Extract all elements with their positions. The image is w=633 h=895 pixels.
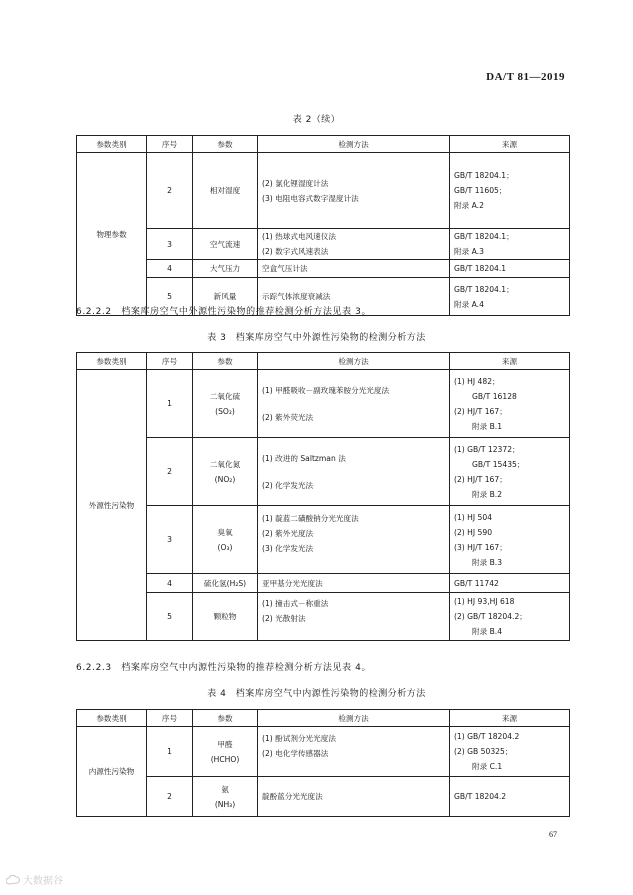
method-line: (1) 靛蓝二磺酸钠分光光度法 — [262, 514, 359, 523]
method-cell — [258, 438, 450, 506]
method-cell — [258, 506, 450, 574]
source-line: GB/T 18204.1； — [454, 171, 514, 180]
method-line: (1) 改进的 Saltzman 法 — [262, 453, 346, 463]
source-line: (3) HJ/T 167； — [454, 542, 507, 552]
param-formula: (SO₂) — [215, 406, 235, 416]
method-line: (3) 化学发光法 — [262, 544, 314, 553]
source-cell — [450, 260, 570, 278]
source-line: 附录 A.2 — [454, 201, 484, 210]
table4-caption: 表 4 档案库房空气中内源性污染物的检测分析方法 — [207, 689, 426, 699]
row-no: 5 — [147, 278, 193, 316]
source-cell — [450, 370, 570, 438]
param-name: 二氧化氮 — [209, 459, 241, 469]
row-no: 1 — [147, 370, 193, 438]
source-line: 附录 B.1 — [472, 421, 503, 431]
header-no: 序号 — [147, 136, 193, 153]
method-line: (1) 热球式电风速仪法 — [262, 232, 336, 241]
header-param: 参数 — [193, 136, 258, 153]
header-method: 检测方法 — [258, 353, 450, 370]
method-cell — [258, 727, 450, 777]
header-source: 来源 — [450, 710, 570, 727]
param-name: 颗粒物 — [213, 612, 237, 621]
param-name: 甲醛 — [217, 739, 233, 749]
table2 — [76, 135, 570, 316]
source-line: (2) GB 50325； — [454, 747, 513, 756]
method-line: (1) 撞击式－称重法 — [262, 598, 329, 608]
row-no: 3 — [147, 506, 193, 574]
table-row — [77, 438, 570, 506]
method-cell — [258, 153, 450, 229]
source-line: (1) GB/T 18204.2 — [454, 732, 520, 741]
table-row — [77, 370, 570, 438]
table2-caption: 表 2（续） — [292, 115, 341, 125]
header-no: 序号 — [147, 353, 193, 370]
param-cell — [193, 727, 258, 777]
param-formula: (NO₂) — [214, 474, 236, 484]
source-line: GB/T 18204.1； — [454, 232, 514, 241]
table-row — [77, 777, 570, 817]
watermark-text: 大数据谷 — [23, 876, 63, 887]
param-name: 硫化氢(H₂S) — [203, 578, 247, 588]
section-6-2-2-2: 6.2.2.2 档案库房空气中外源性污染物的推荐检测分析方法见表 3。 — [76, 307, 372, 317]
source-cell — [450, 777, 570, 817]
header-category: 参数类别 — [77, 136, 147, 153]
row-no: 3 — [147, 229, 193, 260]
method-line: (2) 化学发光法 — [262, 480, 314, 490]
method-line: (2) 光散射法 — [262, 613, 306, 623]
table-row — [77, 593, 570, 641]
source-cell — [450, 727, 570, 777]
header-category: 参数类别 — [77, 710, 147, 727]
row-no: 1 — [147, 727, 193, 777]
row-no: 4 — [147, 574, 193, 593]
param-formula: (NH₃) — [214, 799, 236, 809]
source-line: (2) HJ/T 167； — [454, 406, 507, 416]
method-line: (2) 氯化锂湿度计法 — [262, 178, 329, 188]
header-category: 参数类别 — [77, 353, 147, 370]
header-no: 序号 — [147, 710, 193, 727]
source-line: 附录 A.4 — [454, 299, 484, 309]
method-line: 示踪气体浓度衰减法 — [262, 292, 331, 301]
source-cell — [450, 438, 570, 506]
row-no: 2 — [147, 438, 193, 506]
header-source: 来源 — [450, 353, 570, 370]
param-cell — [193, 506, 258, 574]
source-line: 附录 B.3 — [472, 557, 503, 567]
method-cell — [258, 229, 450, 260]
header-method: 检测方法 — [258, 710, 450, 727]
param-cell — [193, 574, 258, 593]
method-line: 靛酚蓝分光光度法 — [262, 792, 323, 801]
method-line: (1) 甲醛吸收－副玫瑰苯胺分光光度法 — [262, 385, 390, 395]
param-formula: (HCHO) — [210, 754, 240, 764]
param-cell: 相对湿度 — [193, 153, 258, 229]
category-cell: 外源性污染物 — [77, 370, 147, 641]
table-row — [77, 506, 570, 574]
method-line: (1) 酚试剂分光光度法 — [262, 733, 336, 743]
source-line: GB/T 18204.1 — [454, 264, 507, 273]
source-line: 附录 A.3 — [454, 247, 484, 256]
table3-header-row — [77, 353, 570, 370]
row-no: 2 — [147, 777, 193, 817]
param-cell — [193, 370, 258, 438]
header-param: 参数 — [193, 710, 258, 727]
method-line: (3) 电阻电容式数字湿度计法 — [262, 193, 359, 203]
param-cell: 大气压力 — [193, 260, 258, 278]
param-cell — [193, 438, 258, 506]
source-cell — [450, 229, 570, 260]
method-cell — [258, 370, 450, 438]
param-cell: 空气流速 — [193, 229, 258, 260]
method-line: 亚甲基分光光度法 — [262, 578, 323, 588]
category-cell: 物理参数 — [77, 153, 147, 316]
header-param: 参数 — [193, 353, 258, 370]
table3-caption: 表 3 档案库房空气中外源性污染物的检测分析方法 — [207, 333, 426, 343]
method-cell — [258, 574, 450, 593]
param-name: 氨 — [221, 784, 229, 794]
param-cell — [193, 593, 258, 641]
standard-code: DA/T 81—2019 — [486, 71, 565, 83]
cloud-logo-icon — [6, 875, 20, 885]
method-cell — [258, 260, 450, 278]
source-line: 附录 B.2 — [472, 489, 503, 499]
table-row — [77, 574, 570, 593]
param-cell — [193, 777, 258, 817]
source-line: (1) HJ 93,HJ 618 — [454, 597, 515, 606]
source-line: 附录 C.1 — [472, 762, 503, 771]
source-line: GB/T 16128 — [472, 391, 517, 401]
method-line: (2) 紫外光度法 — [262, 529, 314, 538]
source-line: (2) HJ/T 167； — [454, 474, 507, 484]
table-row — [77, 260, 570, 278]
category-cell: 内源性污染物 — [77, 727, 147, 817]
row-no: 2 — [147, 153, 193, 229]
source-cell — [450, 278, 570, 316]
page-number: 67 — [549, 830, 557, 839]
source-line: GB/T 11605； — [454, 186, 507, 195]
table4-header-row — [77, 710, 570, 727]
param-name: 臭氧 — [217, 527, 233, 537]
method-line: (2) 数字式风速表法 — [262, 247, 329, 256]
source-line: (2) GB/T 18204.2； — [454, 612, 527, 621]
table2-header-row — [77, 136, 570, 153]
source-cell — [450, 574, 570, 593]
header-source: 来源 — [450, 136, 570, 153]
source-line: (1) HJ 482； — [454, 376, 500, 386]
source-cell — [450, 506, 570, 574]
header-method: 检测方法 — [258, 136, 450, 153]
source-line: GB/T 18204.1； — [454, 284, 514, 294]
table4 — [76, 709, 570, 817]
source-line: GB/T 15435； — [472, 459, 525, 469]
param-name: 二氧化硫 — [209, 391, 241, 401]
source-line: (1) HJ 504 — [454, 512, 493, 522]
method-line: 空盒气压计法 — [262, 264, 308, 273]
method-cell — [258, 777, 450, 817]
param-formula: (O₃) — [217, 542, 233, 552]
row-no: 5 — [147, 593, 193, 641]
source-cell — [450, 153, 570, 229]
row-no: 4 — [147, 260, 193, 278]
source-line: 附录 B.4 — [472, 627, 503, 636]
method-cell — [258, 593, 450, 641]
method-line: (2) 电化学传感器法 — [262, 748, 329, 758]
source-line: (1) GB/T 12372； — [454, 444, 520, 454]
table-row — [77, 153, 570, 229]
watermark — [6, 872, 63, 887]
source-line: GB/T 18204.2 — [454, 792, 507, 801]
section-6-2-2-3: 6.2.2.3 档案库房空气中内源性污染物的推荐检测分析方法见表 4。 — [76, 663, 372, 673]
param-cell: 新风量 — [193, 278, 258, 316]
source-line: (2) HJ 590 — [454, 527, 493, 537]
table3 — [76, 352, 570, 641]
source-cell — [450, 593, 570, 641]
table-row — [77, 229, 570, 260]
table-row — [77, 727, 570, 777]
source-line: GB/T 11742 — [454, 578, 499, 588]
method-line: (2) 紫外荧光法 — [262, 412, 314, 422]
